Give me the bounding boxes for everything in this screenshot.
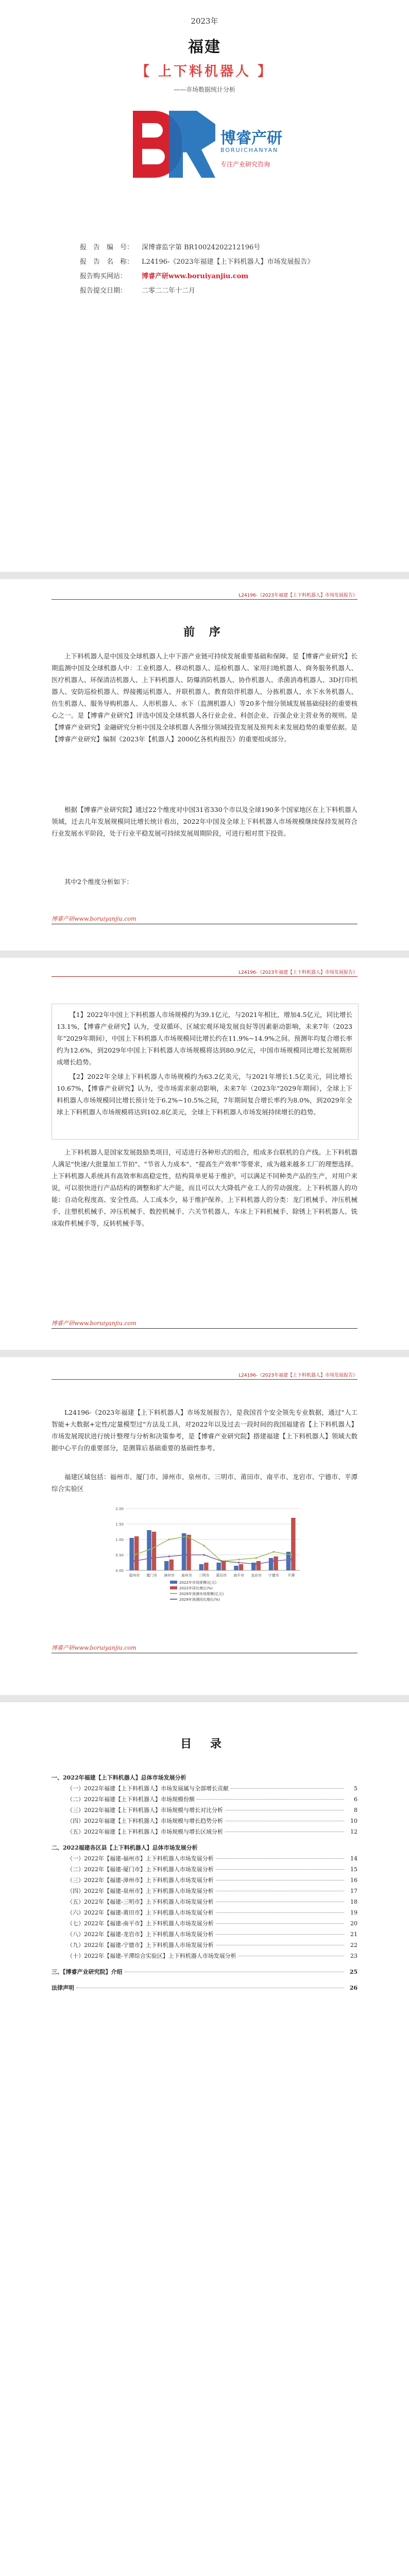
info-row bbox=[80, 285, 348, 297]
x-tick-label: 漳州市 bbox=[164, 1573, 175, 1578]
bar bbox=[239, 1564, 243, 1570]
cover-subtitle: ——市场数据统计分析 bbox=[173, 86, 235, 93]
toc-page-number: 12 bbox=[350, 1828, 357, 1835]
page-footer bbox=[52, 914, 357, 924]
page-header: L24196-《2023年福建【上下料机器人】市场发展报告》 bbox=[52, 1371, 357, 1380]
x-tick-label: 南平市 bbox=[233, 1573, 245, 1578]
toc-page-number: 20 bbox=[350, 1920, 357, 1927]
toc-item-label: （十）2022年【福建-平潭综合实验区】上下料机器人市场发展分析 bbox=[67, 1953, 236, 1959]
preface-paragraph-1: 上下料机器人是中国及全球机器人上中下游产业链可持续发展重要基础和保障。是【博睿产业研究】长期监测中国及全球机器人中：工业机器人、移动机器人、巡检机器人、家用扫地机器人、商务服务机器人、医疗机器人、环保清洁机器人、上下料机器人、防爆消防机器人、协作机器人、杀菌消毒机器人、3D打印机器人、安防巡检机器人、焊接搬运机器人、并联机器人、教育陪伴机器人、分拣机器人、水下水务机器人、仿生机器人、服务导购机器人、人形机器人、水下（监测机器人）等20多个细分领域发展基础侵轻的重要核心之一。是【博睿产业研究】评选中国及全球机器人各行业企业、科创企业、百强企业主营业务的规则。是【博睿产业研究】金融研究分析中国及全球机器人各细分领域投资发展及预判未来发展趋势的重要依据。是【博睿产业研究】编制《2023年【机器人】2000亿各机构报告》的重要组成部分。 bbox=[52, 652, 357, 743]
toc-item-label: 二、2022福建各区县【上下料机器人】总体市场发展分析 bbox=[52, 1844, 198, 1851]
preface-title: 前 序 bbox=[183, 625, 226, 639]
toc-page-number: 8 bbox=[354, 1807, 357, 1814]
x-tick-label: 莆田市 bbox=[216, 1573, 227, 1578]
toc-item-label: （六）2022年【福建-莆田市】上下料机器人市场发展分析 bbox=[67, 1909, 214, 1916]
toc-item[interactable] bbox=[52, 1853, 357, 1864]
info-row bbox=[80, 242, 348, 253]
toc-item-label: （四）2022年福建【上下料机器人】市场规模与增长趋势分析 bbox=[67, 1818, 223, 1824]
toc-item[interactable] bbox=[52, 1929, 357, 1940]
line-point bbox=[255, 1557, 258, 1559]
toc-item[interactable] bbox=[52, 1951, 357, 1961]
toc-item[interactable] bbox=[52, 1783, 357, 1794]
line-point bbox=[186, 1535, 188, 1537]
box-paragraph-2: 【2】2022年全球上下料机器人市场规模约为63.2亿美元，与2021年增长1.5亿美元，同比增长10.67%，【博睿产业研究】认为，受市场需求驱动影响，未来7年（2023年"2029年期间），全球上下料机器人市场规模同比增长预计处于6.2%~10.5%之间，7年期间复合增长率约为8.0%，到2029年全球上下料机器人市场规模将达到102.8亿美元，全球上下料机器人市场发展持续增长的趋势。 bbox=[57, 1073, 352, 1116]
toc-page-number: 14 bbox=[350, 1855, 357, 1862]
toc-item-label: （五）2022年福建【上下料机器人】市场规模与增长区域分析 bbox=[67, 1828, 223, 1835]
line-point bbox=[186, 1554, 188, 1556]
toc-item[interactable] bbox=[52, 1918, 357, 1929]
cover-year: 2023年 bbox=[191, 16, 218, 26]
toc-page-number: 6 bbox=[354, 1796, 357, 1803]
toc-page-number: 23 bbox=[350, 1953, 357, 1959]
toc-page-number: 17 bbox=[350, 1888, 357, 1894]
toc-page-number: 18 bbox=[350, 1899, 357, 1905]
company-logo bbox=[133, 111, 282, 185]
info-label: 报告购买网站： bbox=[80, 273, 127, 280]
toc-leader bbox=[216, 1923, 344, 1924]
legend-label: 2029年预测同比增长(%) bbox=[179, 1598, 220, 1602]
report-info bbox=[80, 242, 348, 300]
line-point bbox=[151, 1557, 153, 1559]
line-point bbox=[290, 1554, 292, 1556]
bar bbox=[216, 1563, 220, 1570]
bar bbox=[186, 1535, 191, 1570]
toc-leader bbox=[216, 1858, 344, 1859]
page-break bbox=[0, 951, 409, 958]
box-paragraph-1: 【1】2022年中国上下料机器人市场规模约为39.1亿元，与2021年相比，增加4.5亿元，同比增长13.1%，【博睿产业研究】认为，受双循环、区域宏观环境发展良好等因素驱动影响，未来7年（2023年"2029年期间），中国上下料机器人市场规模同比增长约在11.9%~14.9%之间。预测年均复合增长率约为12.6%，到2029年中国上下料机器人市场规模将达到80.9亿元，中国市场规模同比增长发展期形成增长趋势。 bbox=[57, 1011, 352, 1066]
page-header: L24196-《2023年福建【上下料机器人】市场发展报告》 bbox=[52, 969, 357, 977]
bar bbox=[291, 1518, 295, 1570]
toc-page-number: 10 bbox=[350, 1818, 357, 1824]
legend-label: 2022年同比增长(%) bbox=[179, 1586, 213, 1590]
toc-leader bbox=[197, 1799, 344, 1800]
toc-item[interactable] bbox=[52, 1896, 357, 1907]
y-tick-label: 0.00 bbox=[115, 1569, 124, 1573]
y-tick-label: 1.50 bbox=[115, 1522, 124, 1527]
bar bbox=[204, 1563, 208, 1570]
toc-item[interactable] bbox=[52, 1805, 357, 1816]
logo-en: BORUICHANYAN bbox=[220, 147, 279, 154]
line-point bbox=[133, 1554, 135, 1556]
legend-label: 2022年市场规模(亿元) bbox=[179, 1581, 217, 1585]
toc-page-number: 15 bbox=[350, 1866, 357, 1873]
logo-name: 博睿产研 bbox=[220, 129, 282, 147]
bar bbox=[199, 1564, 203, 1570]
bar bbox=[129, 1538, 133, 1570]
toc-item[interactable] bbox=[52, 1826, 357, 1837]
info-label: 报 告 名 称： bbox=[80, 258, 134, 266]
page-break bbox=[0, 1695, 409, 1702]
toc-leader bbox=[231, 1788, 344, 1789]
toc-item[interactable] bbox=[52, 1982, 357, 1993]
info-value: 二零二二年十二月 bbox=[142, 287, 196, 295]
toc-item-label: （四）2022年【福建-泉州市】上下料机器人市场发展分析 bbox=[67, 1888, 214, 1894]
toc-item[interactable] bbox=[52, 1967, 357, 1977]
info-label: 报告提交日期： bbox=[80, 287, 127, 295]
toc-item[interactable] bbox=[52, 1907, 357, 1918]
line-point bbox=[238, 1558, 240, 1561]
logo-r-mark bbox=[169, 111, 215, 178]
cover-title: 福建 bbox=[188, 38, 221, 56]
toc-leader bbox=[216, 1869, 344, 1870]
legend-swatch bbox=[170, 1581, 177, 1584]
toc-item-label: （八）2022年【福建-龙岩市】上下料机器人市场发展分析 bbox=[67, 1931, 214, 1938]
info-row bbox=[80, 271, 348, 282]
toc-item-label: （三）2022年【福建-漳州市】上下料机器人市场发展分析 bbox=[67, 1877, 214, 1884]
legend-label: 2029年预测市场规模(亿元) bbox=[179, 1592, 224, 1596]
page-footer bbox=[52, 1643, 357, 1653]
report-website-link[interactable]: 博睿产研www.boruiyanjiu.com bbox=[142, 273, 249, 280]
page-footer bbox=[52, 1319, 357, 1329]
bar bbox=[152, 1532, 156, 1570]
toc-leader bbox=[216, 1912, 344, 1913]
toc-item-label: （一）2022年【福建-福州市】上下料机器人市场发展分析 bbox=[67, 1855, 214, 1862]
bar bbox=[182, 1533, 186, 1570]
toc-item[interactable] bbox=[52, 1772, 357, 1783]
city-market-chart bbox=[108, 1504, 304, 1618]
x-tick-label: 龙岩市 bbox=[251, 1573, 262, 1578]
line-point bbox=[133, 1560, 135, 1562]
footer-text: 博睿产研www.boruiyanjiu.com bbox=[52, 916, 137, 922]
toc-item-label: （二）2022年【福建-厦门市】上下料机器人市场发展分析 bbox=[67, 1866, 214, 1873]
x-tick-label: 福州市 bbox=[129, 1573, 140, 1578]
line-point bbox=[168, 1555, 171, 1557]
info-value: L24196-《2023年福建【上下料机器人】市场发展报告》 bbox=[142, 258, 314, 266]
toc-item-label: （九）2022年【福建-宁德市】上下料机器人市场发展分析 bbox=[67, 1942, 214, 1948]
line-point bbox=[203, 1545, 205, 1547]
toc-page-number: 19 bbox=[350, 1909, 357, 1916]
toc-item[interactable] bbox=[52, 1886, 357, 1896]
toc-page-number: 5 bbox=[354, 1785, 357, 1792]
line-point bbox=[220, 1560, 223, 1562]
y-tick-label: 1.00 bbox=[115, 1538, 124, 1542]
y-tick-label: 2.00 bbox=[115, 1507, 124, 1511]
line-point bbox=[151, 1548, 153, 1550]
page-header: L24196-《2023年福建【上下料机器人】市场发展报告》 bbox=[52, 591, 357, 600]
toc-page-number: 25 bbox=[349, 1969, 357, 1975]
toc-item[interactable] bbox=[52, 1864, 357, 1875]
box-paragraph-3: 上下料机器人是国家发展鼓励类项目，可适进行各种形式的组合，组成多台联机的自产线。上下料机器人满足"快速/大批量加工节拍"、"节省人力成本"、"提高生产效率"等要求，成为越来越多工厂的理想选择。上下料机器人系统具有高效率和高稳定性，结构简单更易于维护，可以满足不同种类产品的生产，对用户来说，可以很快进行产品结构的调整和扩大产能，而且可以大大降低产业工人的劳动强度。上下料机器人的功能：自动化程度高、安全性高、人工成本少，易于维护保养。上下料机器人的分类：龙门机械手、冲压机械手、注塑机机械手、冲压机械手、数控机械手、六关节机器人、车床上下料机械手、除锈上下料机器人、铣床取件机械手等，反转机械手等。 bbox=[52, 1148, 357, 1227]
preface-paragraph-3: 其中2个维度分析如下： bbox=[64, 878, 133, 886]
toc-item-label: 一、2022年福建【上下料机器人】总体市场发展分析 bbox=[52, 1774, 186, 1781]
bar bbox=[221, 1561, 226, 1570]
line-point bbox=[203, 1554, 205, 1556]
info-row bbox=[80, 257, 348, 268]
toc-item[interactable] bbox=[52, 1940, 357, 1951]
toc-leader bbox=[216, 1934, 344, 1935]
line-point bbox=[273, 1560, 275, 1562]
toc-item-label: 法律声明 bbox=[52, 1985, 74, 1991]
legend-swatch bbox=[170, 1586, 177, 1589]
x-tick-label: 平潭 bbox=[287, 1573, 295, 1578]
region-list: 福建区域包括：福州市、厦门市、漳州市、泉州市、三明市、莆田市、南平市、龙岩市、宁德市、平潭综合实验区 bbox=[52, 1473, 357, 1493]
line-point bbox=[255, 1563, 258, 1565]
toc-page-number: 26 bbox=[349, 1985, 357, 1991]
page-break bbox=[0, 1350, 409, 1357]
line-point bbox=[168, 1538, 171, 1540]
footer-text: 博睿产研www.boruiyanjiu.com bbox=[52, 1645, 137, 1651]
toc-item-label: 三、【博睿产业研究院】介绍 bbox=[52, 1969, 123, 1975]
toc-item-label: （二）2022年福建【上下料机器人】市场规模份额 bbox=[67, 1796, 195, 1803]
toc-list bbox=[52, 1772, 357, 1993]
report-description: L24196-《2023年福建【上下料机器人】市场发展报告》，是我国首个安全领先专业数据，通过"人工智能+大数据+定性/定量模型过"方法及工具，对2022年以及过去一段时间的我国福建省【上下料机器人】市场发展现状进行统计整理与分析和决策参考，是【博睿产业研究院】搭建福建【上下料机器人】领域大数据中心平台的重要部分，是测算后基础重要的基础性参考。 bbox=[52, 1409, 357, 1452]
line-point bbox=[290, 1558, 292, 1561]
toc-item[interactable] bbox=[52, 1842, 357, 1853]
toc-page-number: 22 bbox=[350, 1942, 357, 1948]
toc-item-label: （三）2022年福建【上下料机器人】市场规模与增长对比分析 bbox=[67, 1807, 223, 1814]
info-label: 报 告 编 号： bbox=[80, 244, 134, 251]
bar bbox=[274, 1556, 278, 1570]
toc-item-label: （一）2022年福建【上下料机器人】市场发展属与全部增长贡献 bbox=[67, 1785, 229, 1792]
bar bbox=[269, 1558, 273, 1570]
line-point bbox=[273, 1551, 275, 1553]
x-tick-label: 泉州市 bbox=[181, 1573, 192, 1578]
bar bbox=[169, 1560, 174, 1570]
toc-page-number: 16 bbox=[350, 1877, 357, 1884]
info-value: 深博睿监字第 BR10024202212196号 bbox=[142, 244, 261, 251]
toc-item[interactable] bbox=[52, 1875, 357, 1886]
x-tick-label: 厦门市 bbox=[146, 1573, 158, 1578]
logo-tagline: 专注产业研究咨询 bbox=[220, 161, 270, 168]
toc-item[interactable] bbox=[52, 1816, 357, 1826]
y-tick-label: 0.50 bbox=[115, 1553, 124, 1557]
toc-title: 目 录 bbox=[180, 1737, 229, 1751]
series-line bbox=[134, 1555, 291, 1564]
line-point bbox=[238, 1562, 240, 1564]
toc-item-label: （七）2022年【福建-南平市】上下料机器人市场发展分析 bbox=[67, 1920, 214, 1927]
page-break bbox=[0, 572, 409, 579]
toc-page-number: 21 bbox=[350, 1931, 357, 1938]
toc-item-label: （五）2022年【福建-三明市】上下料机器人市场发展分析 bbox=[67, 1899, 214, 1905]
footer-text: 博睿产研www.boruiyanjiu.com bbox=[52, 1320, 137, 1327]
cover-subject: 【 上下料机器人 】 bbox=[135, 64, 274, 79]
x-tick-label: 宁德市 bbox=[268, 1573, 279, 1578]
bar bbox=[257, 1561, 261, 1570]
x-tick-label: 三明市 bbox=[198, 1573, 210, 1578]
toc-item[interactable] bbox=[52, 1794, 357, 1805]
bar bbox=[234, 1566, 238, 1570]
preface-paragraph-2: 根据【博睿产业研究院】通过22个维度对中国31省330个市以及全球190多个国家地区在上下料机器人领域，迁去几年发展规模同比增长统计看出，2022年中国及全球上下料机器人市场规模继续保持发展符合行业发展水平阶段，处于行业平稳发展可持续发展周期阶段，可进行相对贯下投资。 bbox=[52, 806, 357, 837]
bar bbox=[164, 1561, 168, 1570]
